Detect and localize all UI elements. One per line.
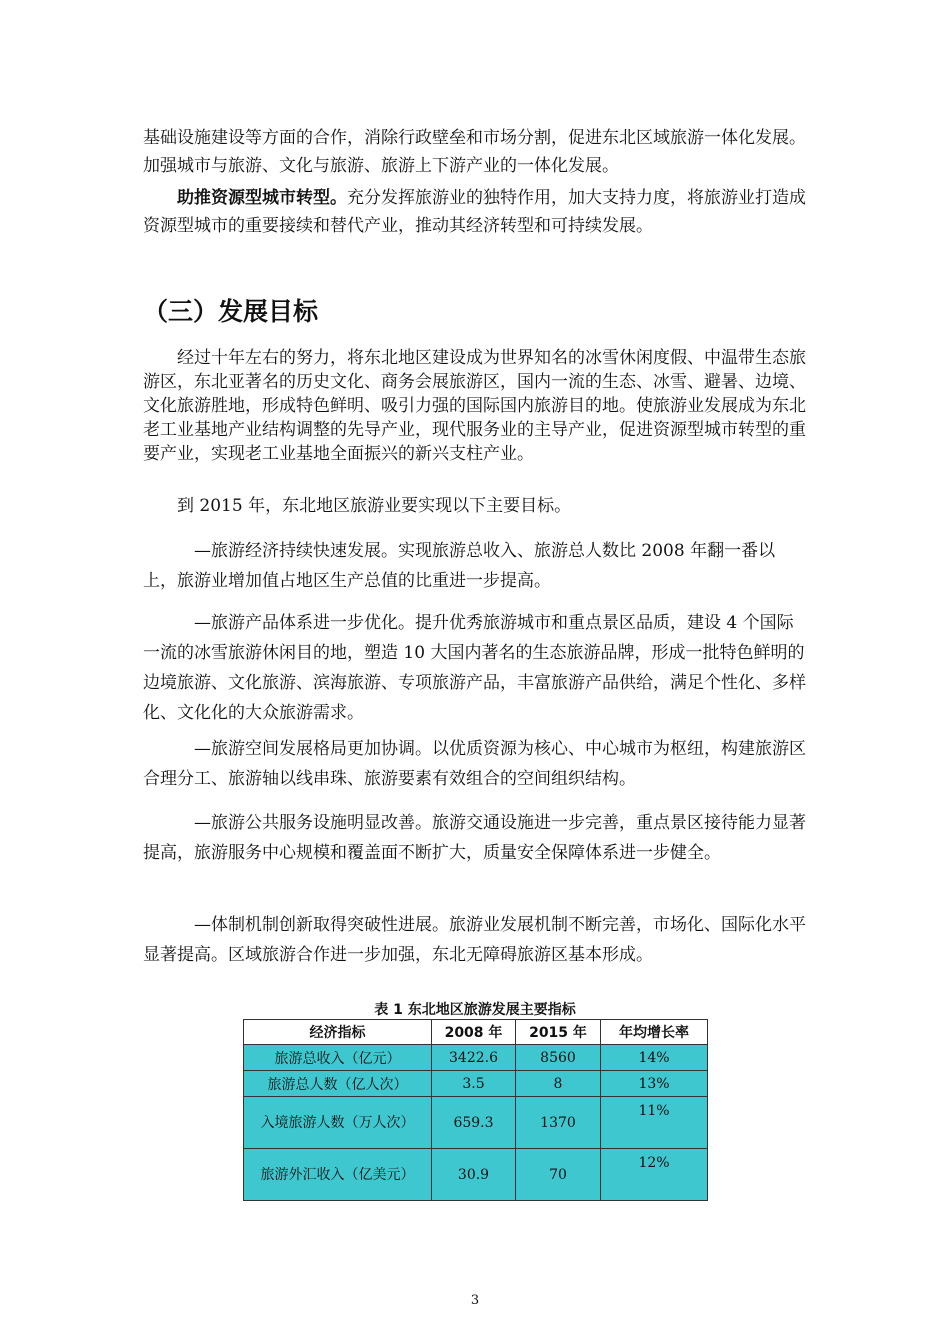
table-header-cell: 2008 年 — [432, 1020, 516, 1045]
table-cell-indicator: 旅游总人数（亿人次） — [244, 1071, 432, 1097]
table-row — [244, 1045, 708, 1071]
paragraph-lead-bold: 助推资源型城市转型。 — [177, 188, 347, 208]
table-row — [244, 1071, 708, 1097]
table-header-cell: 经济指标 — [244, 1020, 432, 1045]
paragraph-2015-intro: 到 2015 年，东北地区旅游业要实现以下主要目标。 — [177, 496, 572, 516]
table-header-cell: 年均增长率 — [601, 1020, 708, 1045]
indicator-table — [243, 1019, 708, 1201]
table-cell-2015: 8 — [516, 1071, 601, 1097]
table-row — [244, 1097, 708, 1149]
paragraph-regional-cooperation: 基础设施建设等方面的合作，消除行政壁垒和市场分割，促进东北区域旅游一体化发展。加强城市与旅游、文化与旅游、旅游上下游产业的一体化发展。 — [143, 128, 806, 176]
table-cell-indicator: 旅游总收入（亿元） — [244, 1045, 432, 1071]
table-cell-indicator: 入境旅游人数（万人次） — [244, 1097, 432, 1149]
table-cell-indicator: 旅游外汇收入（亿美元） — [244, 1149, 432, 1201]
table-cell-2008: 30.9 — [432, 1149, 516, 1201]
table-header-row — [244, 1020, 708, 1045]
table-cell-2008: 659.3 — [432, 1097, 516, 1149]
table-cell-2015: 70 — [516, 1149, 601, 1201]
paragraph-lead-rest: 充分发挥旅游业的独特作用，加大支持力度，将旅游业打造成资源型城市的重要接续和替代产业，推动其经济转型和可持续发展。 — [143, 188, 806, 236]
table-cell-growth: 14% — [601, 1045, 708, 1071]
goal-item-economy: —旅游经济持续快速发展。实现旅游总收入、旅游总人数比 2008 年翻一番以上，旅游业增加值占地区生产总值的比重进一步提高。 — [143, 541, 776, 591]
page-number: 3 — [470, 1293, 480, 1308]
table-cell-growth: 11% — [601, 1097, 708, 1149]
table-cell-2015: 1370 — [516, 1097, 601, 1149]
section-heading-goals: （三）发展目标 — [143, 297, 319, 326]
table-cell-2015: 8560 — [516, 1045, 601, 1071]
table-header-cell: 2015 年 — [516, 1020, 601, 1045]
goal-item-spatial: —旅游空间发展格局更加协调。以优质资源为核心、中心城市为枢纽，构建旅游区合理分工、旅游轴以线串珠、旅游要素有效组合的空间组织结构。 — [143, 739, 806, 789]
table-cell-growth: 12% — [601, 1149, 708, 1201]
table-cell-2008: 3422.6 — [432, 1045, 516, 1071]
table-cell-2008: 3.5 — [432, 1071, 516, 1097]
paragraph-resource-city-transition — [143, 184, 809, 240]
table-row — [244, 1149, 708, 1201]
table-caption: 表 1 东北地区旅游发展主要指标 — [374, 1002, 576, 1018]
paragraph-goal-overview: 经过十年左右的努力，将东北地区建设成为世界知名的冰雪休闲度假、中温带生态旅游区，东北亚著名的历史文化、商务会展旅游区，国内一流的生态、冰雪、避暑、边境、文化旅游胜地，形成特色鲜明、吸引力强的国际国内旅游目的地。使旅游业发展成为东北老工业基地产业结构调整的先导产业，现代服务业的主导产业，促进资源型城市转型的重要产业，实现老工业基地全面振兴的新兴支柱产业。 — [143, 348, 806, 464]
goal-item-products: —旅游产品体系进一步优化。提升优秀旅游城市和重点景区品质，建设 4 个国际一流的冰雪旅游休闲目的地，塑造 10 大国内著名的生态旅游品牌，形成一批特色鲜明的边境旅游、文化旅游、滨海旅游、专项旅游产品，丰富旅游产品供给，满足个性化、多样化、文化化的大众旅游需求。 — [143, 613, 806, 723]
goal-item-institutions: —体制机制创新取得突破性进展。旅游业发展机制不断完善，市场化、国际化水平显著提高。区域旅游合作进一步加强，东北无障碍旅游区基本形成。 — [143, 915, 806, 965]
goal-item-public-services: —旅游公共服务设施明显改善。旅游交通设施进一步完善，重点景区接待能力显著提高，旅游服务中心规模和覆盖面不断扩大，质量安全保障体系进一步健全。 — [143, 813, 806, 863]
table-cell-growth: 13% — [601, 1071, 708, 1097]
